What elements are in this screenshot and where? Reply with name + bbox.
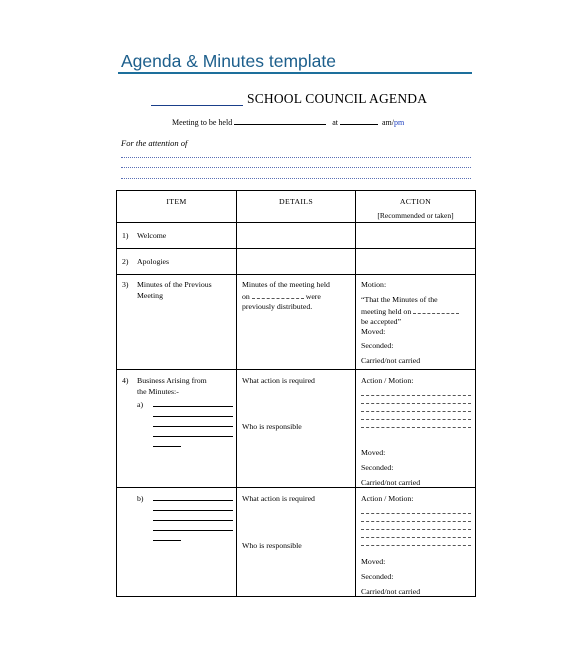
item-cell <box>117 223 237 249</box>
seconded-label: Seconded: <box>361 341 394 350</box>
item-label: the Minutes:- <box>137 386 179 396</box>
table-row <box>117 223 476 249</box>
agenda-table <box>116 190 476 597</box>
action-motion-label: Action / Motion: <box>361 494 414 503</box>
carried-label: Carried/not carried <box>361 356 421 365</box>
moved-label: Moved: <box>361 448 386 457</box>
at-label: at <box>332 118 338 127</box>
item-cell <box>117 488 237 597</box>
meeting-label: Meeting to be held <box>172 118 233 127</box>
item-label: Minutes of the Previous <box>137 280 212 289</box>
action-cell[interactable] <box>356 488 476 597</box>
header-details: DETAILS <box>237 191 356 223</box>
action-cell[interactable] <box>356 249 476 275</box>
am-label: am/ <box>382 118 394 127</box>
details-cell[interactable] <box>237 370 356 488</box>
item-label: Meeting <box>137 290 163 300</box>
sub-item-lines[interactable] <box>153 500 233 541</box>
details-cell[interactable] <box>237 249 356 275</box>
action-lines[interactable] <box>361 506 471 546</box>
motion-label: Motion: <box>361 280 387 289</box>
title-rule <box>118 72 472 74</box>
carried-label: Carried/not carried <box>361 478 421 487</box>
meeting-date-blank[interactable] <box>252 291 304 299</box>
action-cell[interactable] <box>356 223 476 249</box>
item-number: 4) <box>122 376 129 385</box>
item-label: Apologies <box>137 257 170 266</box>
table-row <box>117 249 476 275</box>
item-number: 2) <box>122 257 129 266</box>
details-cell[interactable] <box>237 223 356 249</box>
moved-label: Moved: <box>361 327 386 336</box>
table-row <box>117 488 476 597</box>
moved-label: Moved: <box>361 557 386 566</box>
seconded-label: Seconded: <box>361 463 394 472</box>
sub-item-label: b) <box>137 494 144 503</box>
document-title: Agenda & Minutes template <box>121 51 336 71</box>
item-number: 1) <box>122 231 129 240</box>
meeting-date-blank[interactable] <box>234 117 326 125</box>
agenda-heading: SCHOOL COUNCIL AGENDA <box>247 91 428 106</box>
sub-item-label: a) <box>137 400 144 409</box>
meeting-details-row <box>172 117 404 127</box>
pm-label: pm <box>394 118 405 127</box>
details-cell[interactable]: Minutes of the meeting held on were previously distributed. <box>237 275 356 370</box>
sub-item-lines[interactable] <box>153 406 233 447</box>
attention-line[interactable] <box>121 157 471 158</box>
details-cell[interactable] <box>237 488 356 597</box>
header-action: ACTION [Recommended or taken] <box>356 191 476 223</box>
action-lines[interactable] <box>361 388 471 428</box>
attention-line[interactable] <box>121 167 471 168</box>
action-required-label: What action is required <box>242 494 315 503</box>
table-row <box>117 275 476 370</box>
attention-line[interactable] <box>121 178 471 179</box>
item-label: Welcome <box>137 231 167 240</box>
carried-label: Carried/not carried <box>361 587 421 596</box>
meeting-time-blank[interactable] <box>340 117 378 125</box>
table-row <box>117 370 476 488</box>
item-number: 3) <box>122 280 129 289</box>
item-label: Business Arising from <box>137 376 207 385</box>
item-cell <box>117 370 237 488</box>
item-cell <box>117 249 237 275</box>
responsible-label: Who is responsible <box>242 541 302 550</box>
school-name-blank[interactable] <box>151 105 243 106</box>
motion-date-blank[interactable] <box>413 306 459 314</box>
table-header-row <box>117 191 476 223</box>
action-cell[interactable] <box>356 370 476 488</box>
seconded-label: Seconded: <box>361 572 394 581</box>
action-cell[interactable]: Motion: “That the Minutes of the meeting held on be accepted” Moved: Seconded: Carried/not carried <box>356 275 476 370</box>
header-item: ITEM <box>117 191 237 223</box>
responsible-label: Who is responsible <box>242 422 302 431</box>
action-motion-label: Action / Motion: <box>361 376 414 385</box>
action-required-label: What action is required <box>242 376 315 385</box>
attention-label: For the attention of <box>121 138 188 148</box>
item-cell <box>117 275 237 370</box>
